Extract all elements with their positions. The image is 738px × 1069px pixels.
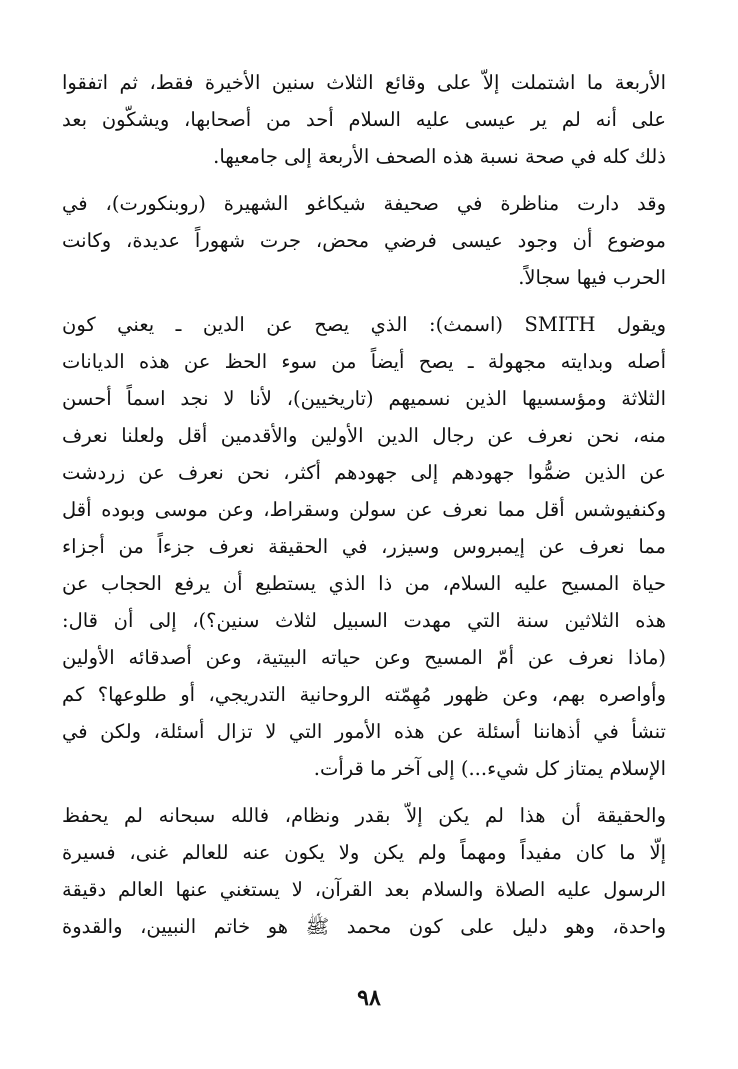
text-line: إلّا ما كان مفيداً ومهماً ولم يكن ولا يكون عنه للعالم غنى، فسيرة [62, 841, 666, 864]
page-number: ٩٨ [357, 985, 381, 1011]
text-line: والحقيقة أن هذا لم يكن إلاّ بقدر ونظام، فالله سبحانه لم يحفظ [62, 804, 666, 827]
text-line: الحرب فيها سجالاً. [518, 266, 666, 289]
text-line: مما نعرف عن إيمبروس وسيزر، في الحقيقة نعرف جزءاً من أجزاء [62, 535, 666, 558]
text-line: وكنفيوشس أقل مما نعرف عن سولن وسقراط، وعن موسى وبوده أقل [62, 498, 666, 521]
text-line: الثلاثة ومؤسسيها الذين نسميهم (تاريخيين)، لأنا لا نجد اسماً أحسن [62, 387, 666, 410]
text-line: أصله وبدايته مجهولة ـ يصح أيضاً من سوء الحظ عن هذه الديانات [62, 350, 666, 373]
text-line: تنشأ في أذهاننا أسئلة عن هذه الأمور التي لا تزال أسئلة، ولكن في [62, 720, 666, 743]
text-line: ويقول SMITH (اسمث): الذي يصح عن الدين ـ يعني كون [62, 313, 666, 336]
text-line: وأواصره بهم، وعن ظهور مُهِمّته الروحانية التدريجي، أو طلوعها؟ كم [62, 683, 666, 706]
text-line: على أنه لم ير عيسى عليه السلام أحد من أصحابها، ويشكّون بعد [62, 108, 666, 131]
text-line: هذه الثلاثين سنة التي مهدت السبيل لثلاث سنين؟)، إلى أن قال: [62, 609, 666, 632]
text-line: موضوع أن وجود عيسى فرضي محض، جرت شهوراً عديدة، وكانت [62, 229, 666, 252]
text-line: حياة المسيح عليه السلام، من ذا الذي يستطيع أن يرفع الحجاب عن [62, 572, 666, 595]
paragraph-3 [62, 306, 666, 787]
text-line: الرسول عليه الصلاة والسلام بعد القرآن، لا يستغني عنها العالم دقيقة [62, 878, 666, 901]
paragraph-2 [62, 185, 666, 296]
document-page [62, 64, 666, 955]
text-line: الأربعة ما اشتملت إلاّ على وقائع الثلاث سنين الأخيرة فقط، ثم اتفقوا [62, 71, 666, 94]
text-line: وقد دارت مناظرة في صحيفة شيكاغو الشهيرة (روبنكورت)، في [62, 192, 666, 215]
text-line: واحدة، وهو دليل على كون محمد ﷺ هو خاتم النبيين، والقدوة [62, 915, 666, 938]
text-line: منه، نحن نعرف عن رجال الدين الأولين والأقدمين أقل ولعلنا نعرف [62, 424, 666, 447]
text-line: الإسلام يمتاز كل شيء...) إلى آخر ما قرأت. [313, 757, 666, 780]
paragraph-4 [62, 797, 666, 945]
text-line: ذلك كله في صحة نسبة هذه الصحف الأربعة إلى جامعيها. [213, 145, 666, 168]
text-line: (ماذا نعرف عن أمّ المسيح وعن حياته البيتية، وعن أصدقائه الأولين [62, 646, 666, 669]
paragraph-1 [62, 64, 666, 175]
text-line: عن الذين ضمُّوا جهودهم إلى جهودهم أكثر، نحن نعرف عن زردشت [62, 461, 666, 484]
